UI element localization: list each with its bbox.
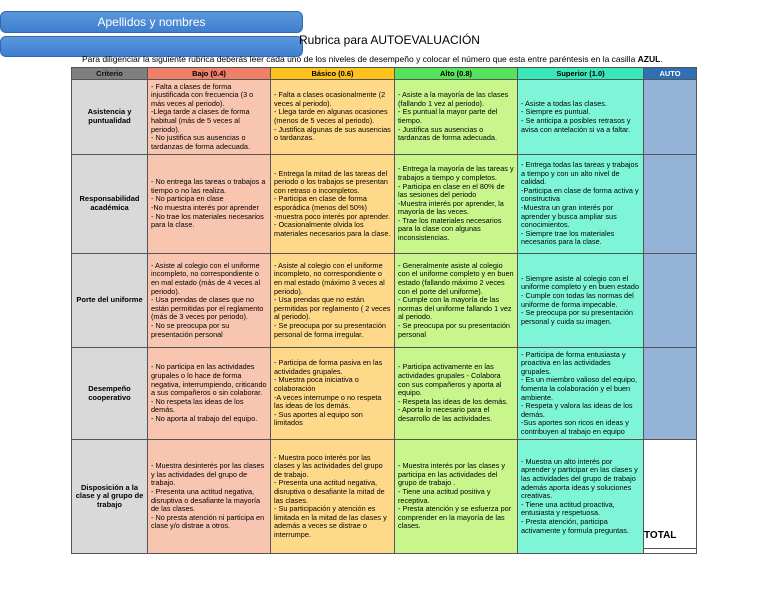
header-superior: Superior (1.0) (518, 68, 644, 80)
criterio-cell: Responsabilidad académica (72, 155, 148, 254)
page-title: Rubrica para AUTOEVALUACIÓN (299, 33, 480, 47)
table-row (72, 348, 697, 440)
header-basico: Básico (0.6) (271, 68, 395, 80)
criterio-cell: Asistencia y puntualidad (72, 80, 148, 155)
table-row (72, 155, 697, 254)
basico-cell: - Muestra poco interés por las clases y las actividades del grupo de trabajo. - Presenta una actitud negativa, disruptiva o desafiante la mitad de las clases. - Su participación y atención es limitada en la mitad de las clases y además a veces se distrae o interrumpe. (271, 440, 395, 554)
bajo-cell: - Muestra desinterés por las clases y las actividades del grupo de trabajo. - Presenta una actitud negativa, disruptiva o desafiante la mayoría de las clases. - No presta atención ni participa en clase y/o distrae a otros. (148, 440, 271, 554)
bajo-cell: - Falta a clases de forma injustificada con frecuencia (3 o más veces al periodo). -Llega tarde a clases de forma habitual (más de 5 veces al periodo). - No justifica sus ausencias o tardanzas de forma adecuada. (148, 80, 271, 155)
instructions (82, 54, 702, 64)
auto-score-cell[interactable] (644, 254, 697, 348)
alto-cell: - Muestra interés por las clases y participa en las actividades del grupo de trabajo . - Tiene una actitud positiva y receptiva. - Presta atención y se esfuerza por comprender en la mayoría de las clases. (395, 440, 518, 554)
superior-cell: - Entrega todas las tareas y trabajos a tiempo y con un alto nivel de calidad. -Participa en clase de forma activa y constructiva -Muestra un gran interés por aprender y busca ampliar sus conocimientos. - Siempre trae los materiales necesarios para la clase. (518, 155, 644, 254)
table-row (72, 80, 697, 155)
total-cell[interactable] (644, 440, 697, 554)
auto-score-cell[interactable] (644, 155, 697, 254)
instructions-text: Para diligenciar la siguiente rubrica deberás leer cada uno de los niveles de desempeño y colocar el número que esta entre paréntesis en la casilla (82, 54, 638, 64)
alto-cell: - Generalmente asiste al colegio con el uniforme completo y en buen estado (fallando máximo 2 veces con el porte del uniforme). - Cumple con la mayoría de las normas del uniforme fallando 1 vez al periodo. - Se preocupa por su presentación personal (395, 254, 518, 348)
basico-cell: - Falta a clases ocasionalmente (2 veces al periodo). - Llega tarde en algunas ocasiones (menos de 5 veces al periodo). - Justifica algunas de sus ausencias o tardanzas. (271, 80, 395, 155)
table-row (72, 254, 697, 348)
superior-cell: - Siempre asiste al colegio con el uniforme completo y en buen estado - Cumple con todas las normas del uniforme de forma impecable. - Se preocupa por su presentación personal y cuida su imagen. (518, 254, 644, 348)
total-underline (644, 548, 697, 549)
header-criterio: Criterio (72, 68, 148, 80)
criterio-cell: Disposición a la clase y al grupo de trabajo (72, 440, 148, 554)
instructions-end: . (660, 54, 663, 64)
bajo-cell: - Asiste al colegio con el uniforme incompleto, no correspondiente o en mal estado (más de 4 veces al periodo). - Usa prendas de clases que no están permitidas por el reglamento (más de 3 veces por periodo). - No se preocupa por su presentación personal (148, 254, 271, 348)
header-row (72, 68, 697, 80)
table-row (72, 440, 697, 554)
auto-score-cell[interactable] (644, 348, 697, 440)
instructions-highlight: AZUL (637, 54, 661, 64)
alto-cell: - Participa activamente en las actividades grupales - Colabora con sus compañeros y aporta al equipo. - Respeta las ideas de los demás. - Aporta lo necesario para el desarrollo de las actividades. (395, 348, 518, 440)
rubric-table (71, 67, 697, 554)
total-label: TOTAL (644, 530, 677, 542)
superior-cell: - Muestra un alto interés por aprender y participar en las clases y las actividades del grupo de trabajo además aporta ideas y soluciones creativas. - Tiene una actitud proactiva, entusiasta y respetuosa. - Presta atención, participa activamente y formula preguntas. (518, 440, 644, 554)
name-field-box[interactable]: Apellidos y nombres (0, 11, 303, 33)
header-bajo: Bajo (0.4) (148, 68, 271, 80)
alto-cell: - Asiste a la mayoría de las clases (fallando 1 vez al periodo). - Es puntual la mayor parte del tiempo. - Justifica sus ausencias o tardanzas de forma adecuada. (395, 80, 518, 155)
header-auto: AUTO (644, 68, 697, 80)
alto-cell: - Entrega la mayoría de las tareas y trabajos a tiempo y completos. - Participa en clase en el 80% de las sesiones del periodo -Muestra interés por aprender, la mayoría de las veces. - Trae los materiales necesarios para la clase con algunas inconsistencias. (395, 155, 518, 254)
bajo-cell: - No entrega las tareas o trabajos a tiempo o no las realiza. - No participa en clase -No muestra interés por aprender - No trae los materiales necesarios para la clase. (148, 155, 271, 254)
basico-cell: - Asiste al colegio con el uniforme incompleto, no correspondiente o en mal estado (máximo 3 veces al periodo). - Usa prendas que no están permitidas por reglamento ( 2 veces al periodo). - Se preocupa por su presentación personal de forma irregular. (271, 254, 395, 348)
bajo-cell: - No participa en las actividades grupales o lo hace de forma negativa, interrumpiendo, criticando a sus compañeros o sin colaborar. - No respeta las ideas de los demás. - No aporta al trabajo del equipo. (148, 348, 271, 440)
superior-cell: - Participa de forma entusiasta y proactiva en las actividades grupales. - Es un miembro valioso del equipo, fomenta la colaboración y el buen ambiente. - Respeta y valora las ideas de los demás. -Sus aportes son ricos en ideas y contribuyen al trabajo en equipo (518, 348, 644, 440)
basico-cell: - Entrega la mitad de las tareas del periodo o los trabajos se presentan con retraso o incompletos. - Participa en clase de forma esporádica (menos del 50%) -muestra poco interés por aprender. - Ocasionalmente olvida los materiales necesarios para la clase. (271, 155, 395, 254)
basico-cell: - Participa de forma pasiva en las actividades grupales. - Muestra poca iniciativa o colaboración -A veces interrumpe o no respeta las ideas de los demás. - Sus aportes al equipo son limitados (271, 348, 395, 440)
criterio-cell: Desempeño cooperativo (72, 348, 148, 440)
superior-cell: - Asiste a todas las clases. - Siempre es puntual. - Se anticipa a posibles retrasos y avisa con antelación si va a faltar. (518, 80, 644, 155)
auto-score-cell[interactable] (644, 80, 697, 155)
criterio-cell: Porte del uniforme (72, 254, 148, 348)
header-alto: Alto (0.8) (395, 68, 518, 80)
